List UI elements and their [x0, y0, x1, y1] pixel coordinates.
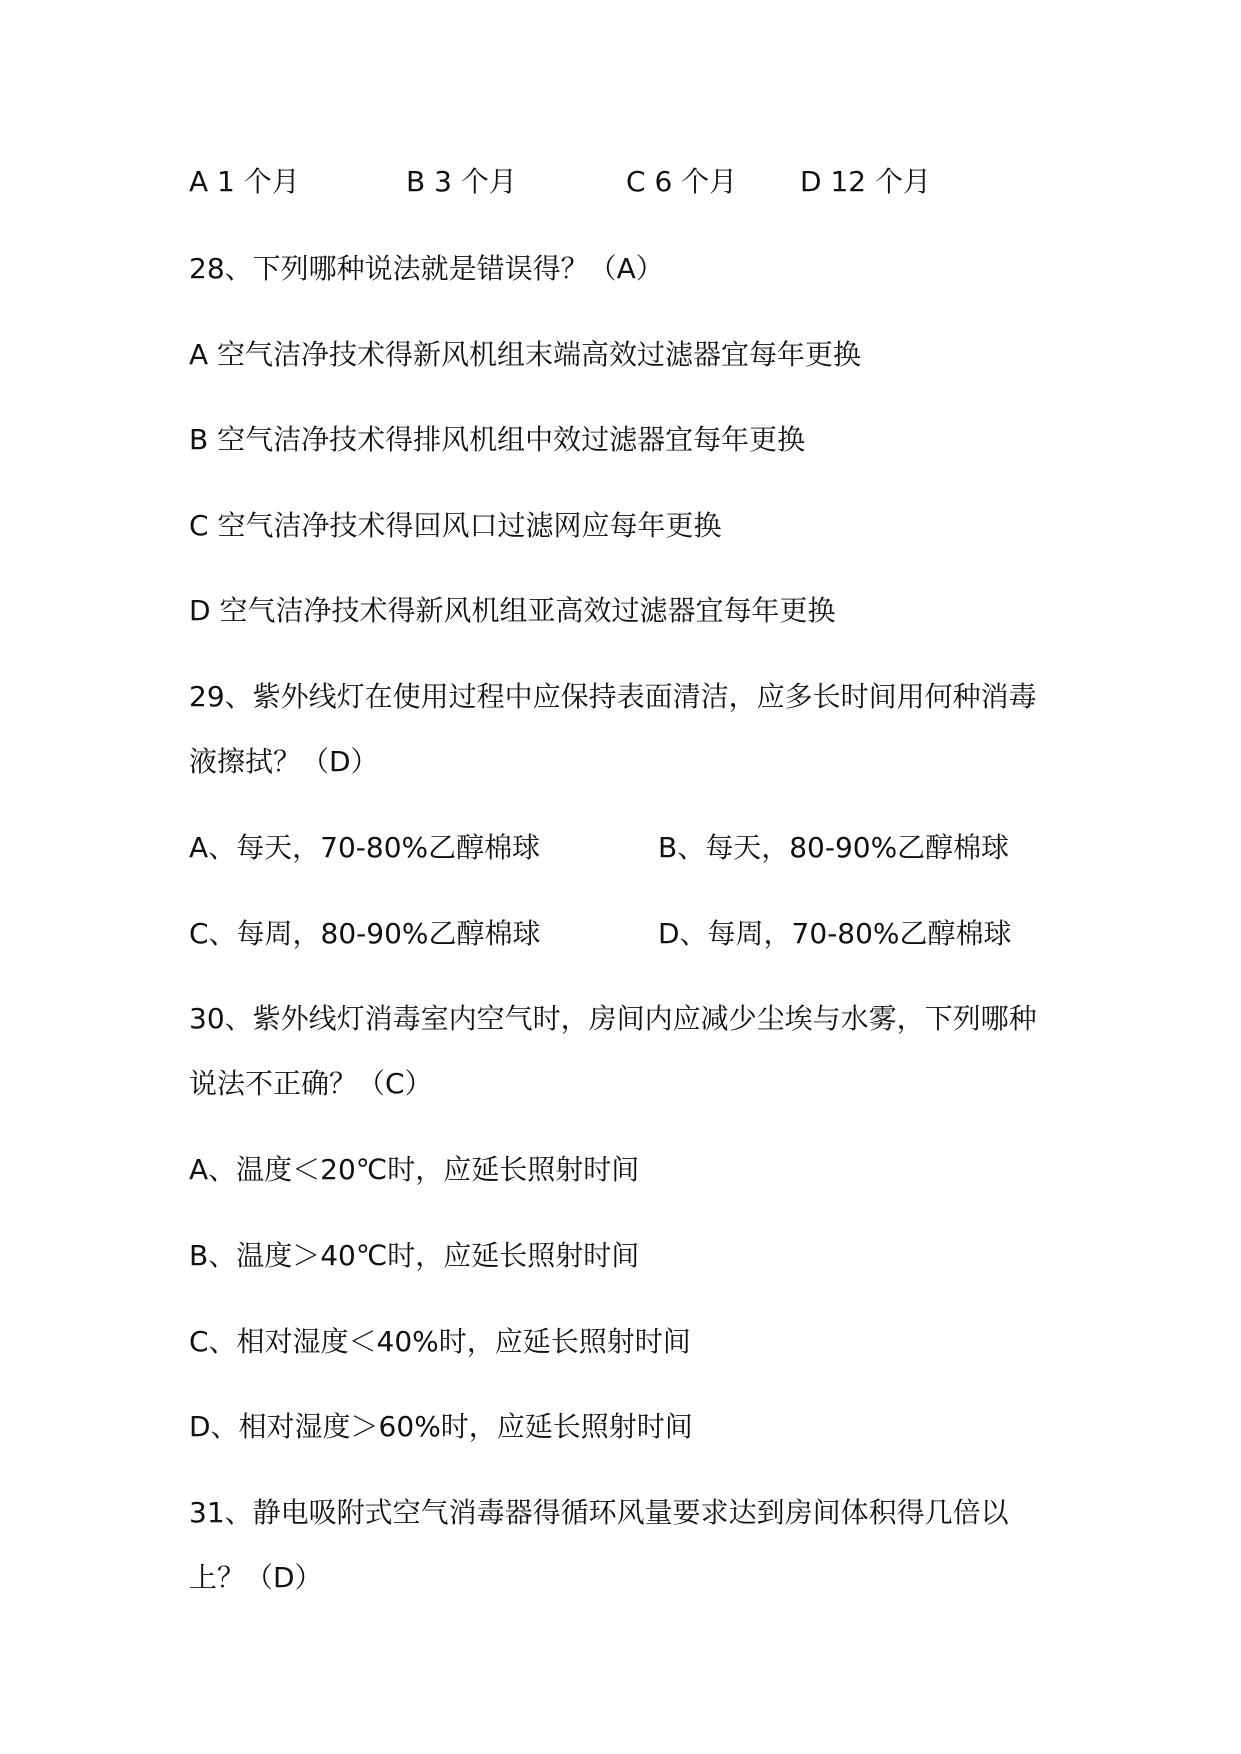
q30-option-d: D、相对湿度＞60%时，应延长照射时间	[189, 1410, 693, 1443]
q28-option-a: A 空气洁净技术得新风机组末端高效过滤器宜每年更换	[189, 338, 862, 371]
q27-option-a: A 1 个月	[189, 165, 300, 198]
q27-option-b: B 3 个月	[406, 165, 517, 198]
q30-option-c: C、相对湿度＜40%时，应延长照射时间	[189, 1325, 691, 1358]
q28-option-c: C 空气洁净技术得回风口过滤网应每年更换	[189, 509, 722, 542]
q30-question-line2: 说法不正确？（C）	[189, 1067, 433, 1100]
q29-question-line1: 29、紫外线灯在使用过程中应保持表面清洁，应多长时间用何种消毒	[189, 680, 1037, 713]
q29-option-a: A、每天，70-80%乙醇棉球	[189, 831, 541, 864]
q29-option-c: C、每周，80-90%乙醇棉球	[189, 917, 541, 950]
q30-option-b: B、温度＞40℃时，应延长照射时间	[189, 1239, 640, 1272]
q30-question-line1: 30、紫外线灯消毒室内空气时，房间内应减少尘埃与水雾，下列哪种	[189, 1002, 1037, 1035]
q29-option-d: D、每周，70-80%乙醇棉球	[658, 917, 1012, 950]
q28-option-d: D 空气洁净技术得新风机组亚高效过滤器宜每年更换	[189, 594, 836, 627]
q29-option-b: B、每天，80-90%乙醇棉球	[658, 831, 1010, 864]
q30-option-a: A、温度＜20℃时，应延长照射时间	[189, 1153, 640, 1186]
q31-question-line1: 31、静电吸附式空气消毒器得循环风量要求达到房间体积得几倍以	[189, 1496, 1009, 1529]
q31-question-line2: 上？（D）	[189, 1561, 323, 1594]
q27-option-d: D 12 个月	[800, 165, 931, 198]
q27-option-c: C 6 个月	[626, 165, 738, 198]
q28-option-b: B 空气洁净技术得排风机组中效过滤器宜每年更换	[189, 423, 806, 456]
q28-question: 28、下列哪种说法就是错误得？（A）	[189, 252, 664, 285]
q29-question-line2: 液擦拭？（D）	[189, 745, 379, 778]
